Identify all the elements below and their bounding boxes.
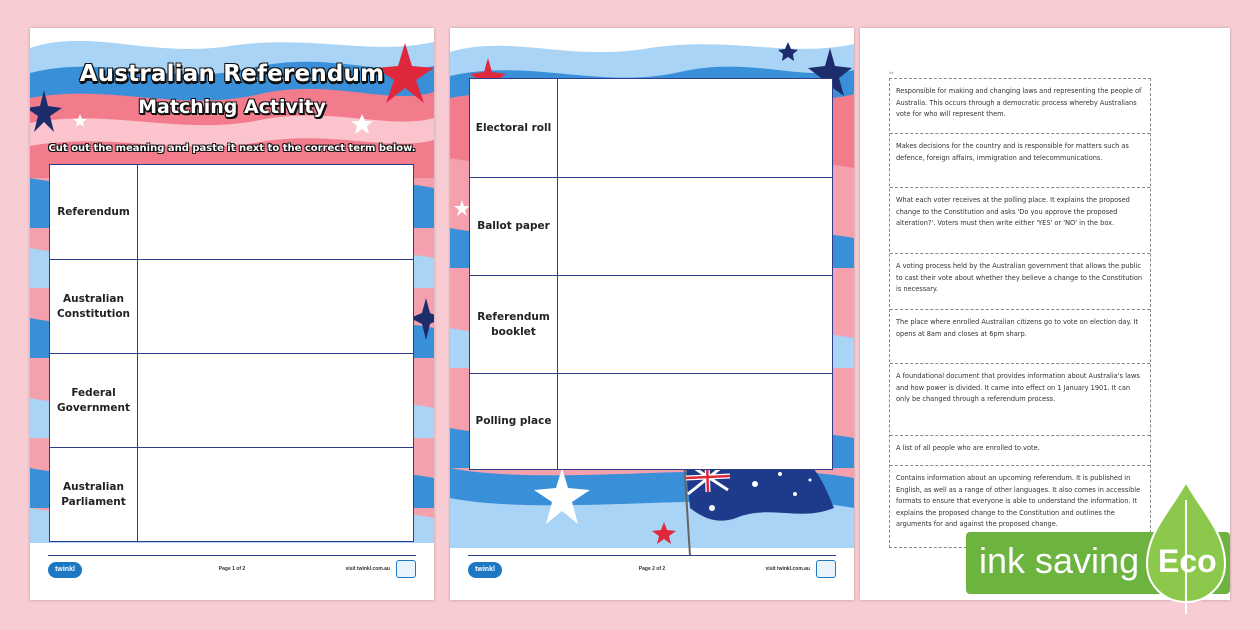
- eco-badge-text: ink saving: [979, 540, 1140, 581]
- table-row: [50, 447, 413, 541]
- definition-card: A list of all people who are enrolled to vote.: [890, 435, 1150, 465]
- eco-badge-label: Eco: [1158, 543, 1217, 579]
- table-row: [470, 275, 832, 373]
- quality-badge-icon: [396, 560, 416, 578]
- worksheet-page-2: [450, 28, 854, 600]
- quality-badge-icon: [816, 560, 836, 578]
- matching-table: [469, 78, 833, 470]
- term-cell: Polling place: [470, 374, 558, 469]
- term-cell: Ballot paper: [470, 178, 558, 275]
- site-link[interactable]: visit twinkl.com.au: [765, 566, 810, 572]
- site-link[interactable]: visit twinkl.com.au: [345, 566, 390, 572]
- definition-cards: [889, 78, 1151, 548]
- term-cell: Federal Government: [50, 354, 138, 447]
- twinkl-logo: twinkl: [468, 562, 502, 578]
- term-cell: Referendum: [50, 165, 138, 259]
- page-number: Page 1 of 2: [218, 566, 246, 572]
- table-row: [50, 165, 413, 259]
- definition-card: Contains information about an upcoming referendum. It is published in English, as well as a range of other languages. It also comes in accessible formats to ensure that everyone is able to understand the information. It explains the proposed change to the Constitution and outlines the arguments for and against the proposed change.: [890, 465, 1150, 549]
- table-row: [470, 373, 832, 469]
- page-number: Page 2 of 2: [638, 566, 666, 572]
- definition-card: A foundational document that provides information about Australia's laws and how power is divided. It came into effect on 1 January 1901. It can only be changed through a referendum process.: [890, 363, 1150, 435]
- table-row: [50, 353, 413, 447]
- definition-card: Makes decisions for the country and is responsible for matters such as defence, foreign affairs, immigration and telecommunications.: [890, 133, 1150, 187]
- worksheet-page-1: [30, 28, 434, 600]
- page-footer: [48, 558, 416, 580]
- twinkl-logo: twinkl: [48, 562, 82, 578]
- scissors-icon: ✂: [889, 71, 895, 77]
- term-cell: Referendum booklet: [470, 276, 558, 373]
- term-cell: Australian Constitution: [50, 260, 138, 353]
- table-row: [50, 259, 413, 353]
- definition-card: The place where enrolled Australian citizens go to vote on election day. It opens at 8am and closes at 6pm sharp.: [890, 309, 1150, 363]
- definition-card: A voting process held by the Australian government that allows the public to cast their vote about whether they believe a change to the Constitution is necessary.: [890, 253, 1150, 309]
- instruction-text: Cut out the meaning and paste it next to the correct term below.: [48, 143, 416, 154]
- footer-divider: [48, 555, 416, 556]
- page-footer: [468, 558, 836, 580]
- term-cell: Electoral roll: [470, 79, 558, 177]
- term-cell: Australian Parliament: [50, 448, 138, 541]
- footer-divider: [468, 555, 836, 556]
- worksheet-subtitle: Matching Activity: [138, 96, 326, 118]
- matching-table: [49, 164, 414, 542]
- worksheet-title: Australian Referendum: [79, 61, 385, 87]
- table-row: [470, 177, 832, 275]
- definition-card: What each voter receives at the polling place. It explains the proposed change to the Constitution and asks 'Do you approve the proposed alteration?'. Voters must then write either 'YES' or 'NO' in the box.: [890, 187, 1150, 253]
- table-row: [470, 79, 832, 177]
- definition-card: Responsible for making and changing laws and representing the people of Australia. This occurs through a democratic process whereby Australians vote for who will represent them.: [896, 87, 1142, 119]
